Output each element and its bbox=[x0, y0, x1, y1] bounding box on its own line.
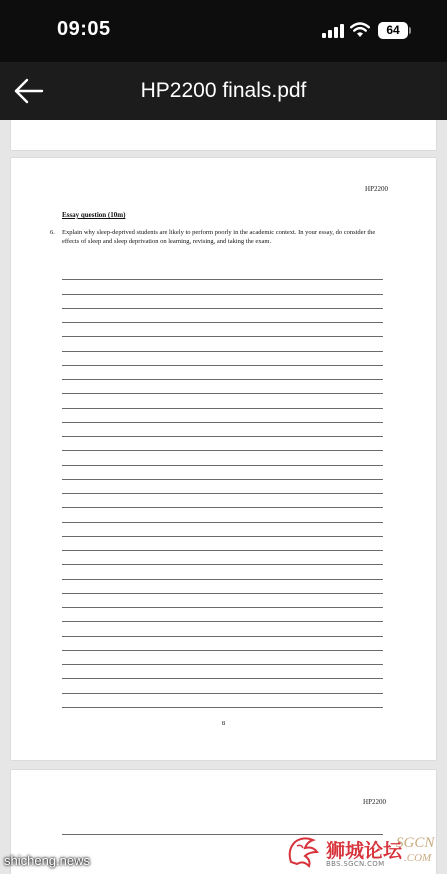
answer-line bbox=[62, 537, 383, 551]
answer-line bbox=[62, 565, 383, 579]
page-number: 8 bbox=[221, 720, 226, 727]
answer-line bbox=[62, 494, 383, 508]
answer-line bbox=[62, 423, 383, 437]
status-time: 09:05 bbox=[57, 18, 111, 40]
answer-line bbox=[62, 466, 383, 480]
watermark-brand: SGCN bbox=[396, 835, 435, 851]
wifi-icon bbox=[350, 22, 370, 38]
pdf-viewer[interactable] bbox=[0, 120, 447, 874]
pdf-page-previous bbox=[11, 120, 436, 150]
answer-line bbox=[62, 608, 383, 622]
answer-line bbox=[62, 651, 383, 665]
watermark-brand-sub: .COM bbox=[404, 852, 432, 864]
battery-level: 64 bbox=[386, 23, 400, 37]
question-text: Explain why sleep-deprived students are likely to perform poorly in the academic context. In your essay, do consider the effects of sleep and sleep deprivation on learning, revising, and taking the exam. bbox=[62, 229, 376, 245]
answer-line bbox=[62, 337, 383, 351]
answer-line bbox=[62, 451, 383, 465]
answer-lines bbox=[62, 266, 383, 708]
question-number: 6. bbox=[50, 229, 55, 236]
answer-line bbox=[62, 665, 383, 679]
next-page-header: HP2200 bbox=[363, 798, 386, 806]
watermark-right: 狮城论坛 bbox=[326, 840, 403, 862]
nav-bar bbox=[0, 62, 447, 120]
answer-line bbox=[62, 679, 383, 693]
answer-line bbox=[62, 480, 383, 494]
answer-line bbox=[62, 409, 383, 423]
answer-line bbox=[62, 323, 383, 337]
lion-logo-icon bbox=[283, 832, 323, 868]
answer-line bbox=[62, 580, 383, 594]
answer-line bbox=[62, 280, 383, 294]
answer-line bbox=[62, 266, 383, 280]
answer-line bbox=[62, 551, 383, 565]
answer-line bbox=[62, 309, 383, 323]
answer-line bbox=[62, 637, 383, 651]
answer-line bbox=[62, 594, 383, 608]
battery-cap bbox=[409, 27, 411, 34]
answer-line bbox=[62, 352, 383, 366]
pdf-page-current bbox=[11, 158, 436, 760]
answer-line bbox=[62, 834, 383, 835]
status-bar bbox=[0, 0, 447, 62]
watermark-subtext: BBS.SGCN.COM bbox=[326, 860, 385, 868]
answer-line bbox=[62, 508, 383, 522]
document-title: HP2200 finals.pdf bbox=[140, 79, 307, 102]
cellular-signal-icon bbox=[322, 24, 344, 38]
battery-icon bbox=[378, 22, 408, 39]
answer-line bbox=[62, 380, 383, 394]
answer-line bbox=[62, 523, 383, 537]
answer-line bbox=[62, 437, 383, 451]
section-title: Essay question (10m) bbox=[62, 211, 126, 219]
answer-line bbox=[62, 394, 383, 408]
watermark-left: shicheng.news bbox=[4, 853, 90, 868]
answer-line bbox=[62, 366, 383, 380]
answer-line bbox=[62, 622, 383, 636]
answer-line bbox=[62, 694, 383, 708]
answer-line bbox=[62, 295, 383, 309]
page-header: HP2200 bbox=[365, 185, 388, 193]
